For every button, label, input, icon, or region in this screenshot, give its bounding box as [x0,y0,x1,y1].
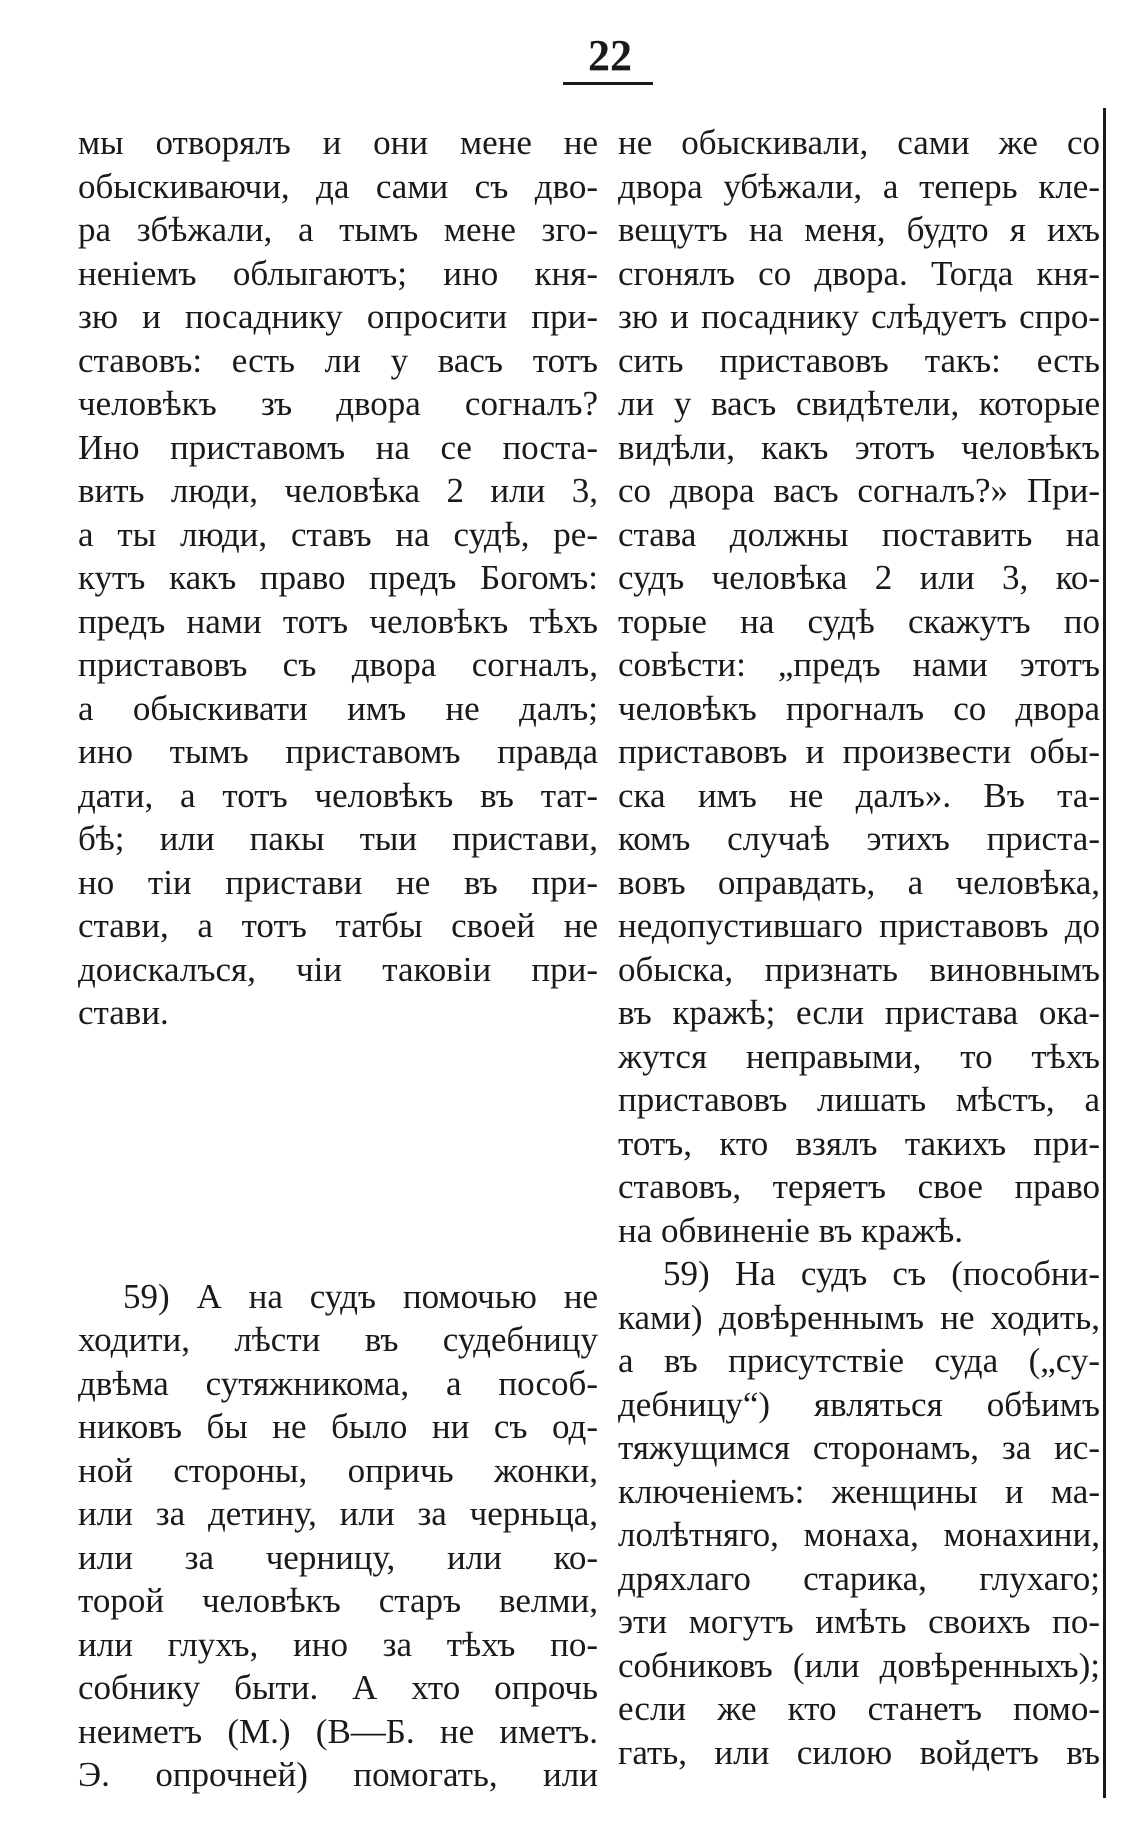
text-line: стави, а тотъ татбы своей не [78,906,598,945]
text-line: на обвиненіе въ кражѣ. [618,1210,964,1250]
text-line: ставовъ, теряетъ свое право [618,1167,1100,1206]
page-number: 22 [588,31,632,80]
text-line: ключеніемъ: женщины и ма- [618,1471,1100,1511]
text-line: ли у васъ свидѣтели, которые [618,384,1100,423]
text-line: ра збѣжали, а тымъ мене зго- [78,210,598,249]
right-section-58 [618,121,1100,1252]
text-line: обыска, признать виновнымъ [618,949,1100,989]
text-line: судъ человѣка 2 или 3, ко- [618,558,1100,597]
right-section-59 [618,1252,1100,1774]
text-line: зю и посаднику слѣдуетъ спро- [618,297,1100,336]
text-line: кутъ какъ право предъ Богомъ: [78,558,598,597]
text-line: дряхлаго старика, глухаго; [618,1558,1100,1598]
text-line: става должны поставить на [618,514,1100,554]
text-line: жутся неправыми, то тѣхъ [618,1036,1100,1076]
text-line: а ты люди, ставъ на судѣ, ре- [78,514,598,554]
text-line: никовъ бы не было ни съ од- [78,1407,598,1446]
text-line: видѣли, какъ этотъ человѣкъ [618,427,1100,467]
text-line: предъ нами тотъ человѣкъ тѣхъ [78,601,598,641]
text-line: доискалъся, чіи таковіи при- [78,949,598,989]
text-line: гать, или силою войдетъ въ [618,1732,1100,1772]
text-line: ками) довѣреннымъ не ходить, [618,1297,1100,1337]
text-line: а обыскивати имъ не далъ; [78,688,598,728]
section-59-heading-line: 59) На судъ съ (пособни- [663,1254,1100,1293]
text-line: въ кражѣ; если пристава ока- [618,993,1100,1032]
text-line: тяжущимся сторонамъ, за ис- [618,1428,1100,1467]
text-line: ска имъ не далъ». Въ та- [618,775,1100,815]
text-line: стави. [78,993,169,1032]
text-line: со двора васъ согналъ?» При- [618,471,1100,510]
text-line: сить приставовъ такъ: есть [618,340,1100,380]
right-column [618,121,1100,1774]
text-line: эти могутъ имѣть своихъ по- [618,1602,1100,1641]
text-line: или глухъ, ино за тѣхъ по- [78,1624,598,1664]
text-line: ставовъ: есть ли у васъ тотъ [78,340,598,380]
text-line: приставовъ лишать мѣстъ, а [618,1080,1100,1119]
text-line: лолѣтняго, монаха, монахини, [618,1515,1100,1554]
section-gap [78,1035,598,1275]
text-line: вить люди, человѣка 2 или 3, [78,471,598,510]
text-line: зю и посаднику опросити при- [78,297,598,336]
text-line: комъ случаѣ этихъ приста- [618,819,1100,858]
text-line: вовъ оправдать, а человѣка, [618,862,1100,902]
text-line: дати, а тотъ человѣкъ въ тат- [78,775,598,815]
text-line: неніемъ облыгаютъ; ино кня- [78,253,598,293]
text-line: ной стороны, опричь жонки, [78,1450,598,1490]
text-line: обыскиваючи, да сами съ дво- [78,166,598,206]
text-line: двѣма сутяжникома, а пособ- [78,1363,598,1403]
text-line: Э. опрочней) помогать, или [78,1755,598,1794]
text-line: человѣкъ прогналъ со двора [618,688,1100,728]
left-section-58 [78,121,598,1035]
page-right-border [1103,108,1106,1798]
left-section-59 [78,1275,598,1797]
text-line: или за детину, или за черньца, [78,1494,598,1533]
text-line: ходити, лѣсти въ судебницу [78,1320,598,1359]
text-line: двора убѣжали, а теперь кле- [618,166,1100,206]
text-line: вещутъ на меня, будто я ихъ [618,210,1100,249]
text-line: неиметъ (М.) (В—Б. не иметъ. [78,1711,598,1751]
text-line: совѣсти: „предъ нами этотъ [618,645,1100,684]
text-line: Ино приставомъ на се поста- [78,427,598,467]
page-number-underline [563,82,653,85]
text-line: недопустившаго приставовъ до [618,906,1100,945]
text-line: бѣ; или пакы тыи пристави, [78,819,598,858]
text-line: торой человѣкъ старъ велми, [78,1581,598,1620]
text-line: торые на судѣ скажутъ по [618,601,1100,641]
text-line: мы отворялъ и они мене не [78,123,598,162]
text-line: или за черницу, или ко- [78,1537,598,1577]
text-line: сгонялъ со двора. Тогда кня- [618,253,1100,293]
text-line: тотъ, кто взялъ такихъ при- [618,1123,1100,1163]
text-line: а въ присутствіе суда („су- [618,1341,1100,1380]
text-line: приставовъ и произвести обы- [618,732,1100,771]
text-line: если же кто станетъ помо- [618,1689,1100,1728]
text-line: не обыскивали, сами же со [618,123,1100,162]
text-line: собнику быти. А хто опрочь [78,1668,598,1707]
text-line: ино тымъ приставомъ правда [78,732,598,771]
text-line: дебницу“) являться обѣимъ [618,1384,1100,1424]
section-59-heading-line: 59) А на судъ помочью не [123,1276,598,1316]
text-line: человѣкъ зъ двора согналъ? [78,384,598,423]
text-line: приставовъ съ двора согналъ, [78,645,598,684]
text-line: собниковъ (или довѣренныхъ); [618,1645,1100,1685]
text-line: но тіи пристави не въ при- [78,862,598,902]
left-column [78,121,598,1797]
